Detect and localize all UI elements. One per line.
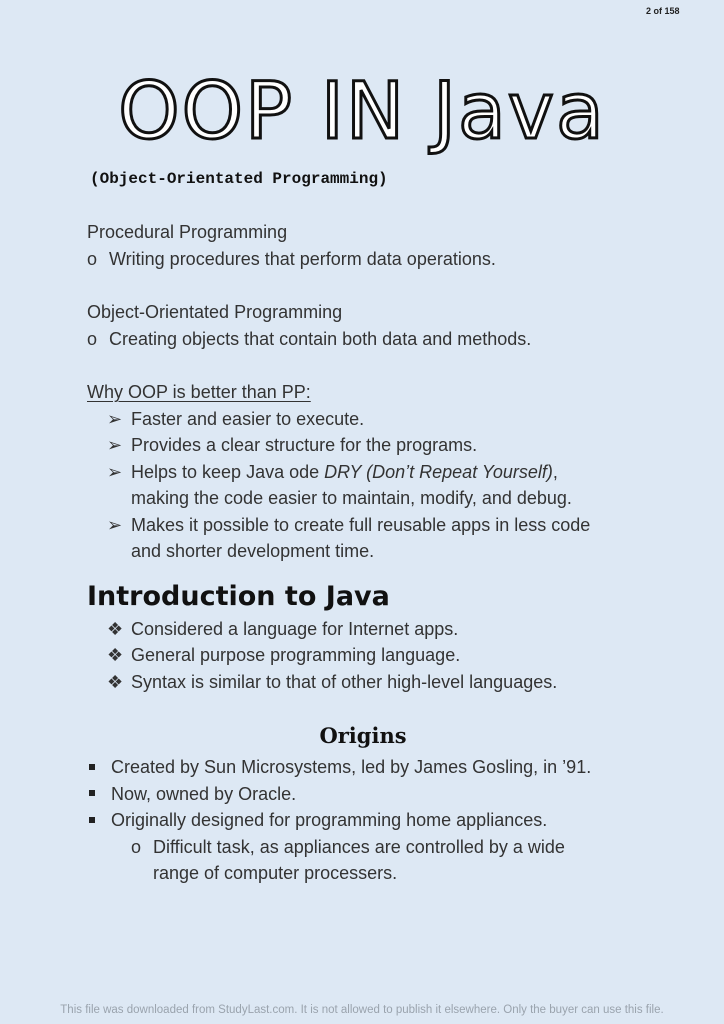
arrow-bullet-icon: ➢ [107, 435, 123, 455]
diamond-bullet-icon: ❖ [107, 618, 124, 639]
arrow-bullet-icon: ➢ [107, 408, 123, 429]
square-bullet-icon [89, 790, 95, 796]
bullet-circle-icon: o [87, 328, 98, 349]
bullet-circle-icon: o [131, 836, 142, 857]
list-item: ❖ General purpose programming language. [87, 642, 687, 669]
origins-heading: Origins [319, 723, 407, 748]
content [87, 219, 687, 887]
list-item-continuation: range of computer processers. [153, 863, 398, 883]
list-item: o Difficult task, as appliances are controlled by a wide [87, 834, 687, 861]
page-title-outline [112, 70, 612, 160]
bullet-circle-icon: o [87, 248, 98, 269]
list-item-continuation: making the code easier to maintain, modify, and debug. [131, 488, 572, 508]
arrow-bullet-icon: ➢ [107, 461, 123, 482]
list-item: ➢ Helps to keep Java ode DRY (Don’t Repeat Yourself), [87, 459, 687, 486]
list-item: o Writing procedures that perform data operations. [87, 246, 687, 273]
list-item: Originally designed for programming home appliances. [87, 807, 687, 834]
download-notice-footer: This file was downloaded from StudyLast.com. It is not allowed to publish it elsewhere. Only the buyer can use this file. [60, 1004, 664, 1016]
list-item: Now, owned by Oracle. [87, 781, 687, 808]
list-item: ➢ Provides a clear structure for the programs. [87, 432, 687, 459]
page-title [0, 70, 724, 160]
page-title-text: OOP IN Java [118, 70, 606, 157]
diamond-bullet-icon: ❖ [107, 671, 124, 692]
list-item: ➢ Makes it possible to create full reusable apps in less code [87, 512, 687, 539]
list-item-continuation: and shorter development time. [131, 541, 375, 561]
square-bullet-icon [89, 817, 95, 823]
list-item: ❖ Syntax is similar to that of other high-level languages. [87, 669, 687, 696]
list-item: Created by Sun Microsystems, led by James Gosling, in ’91. [87, 754, 687, 781]
list-item: o Creating objects that contain both data and methods. [87, 326, 687, 353]
diamond-bullet-icon: ❖ [107, 645, 124, 665]
intro-heading: Introduction to Java [87, 580, 390, 612]
list-item: ➢ Faster and easier to execute. [87, 406, 687, 433]
oop-heading: Object-Orientated Programming [87, 302, 343, 322]
why-heading: Why OOP is better than PP: [87, 382, 311, 402]
arrow-bullet-icon: ➢ [107, 514, 123, 535]
page-number: 2 of 158 [646, 6, 680, 16]
procedural-heading: Procedural Programming [87, 222, 288, 242]
square-bullet-icon [89, 764, 95, 770]
list-item: ❖ Considered a language for Internet apps. [87, 616, 687, 643]
subtitle: (Object-Orientated Programming) [90, 170, 388, 188]
